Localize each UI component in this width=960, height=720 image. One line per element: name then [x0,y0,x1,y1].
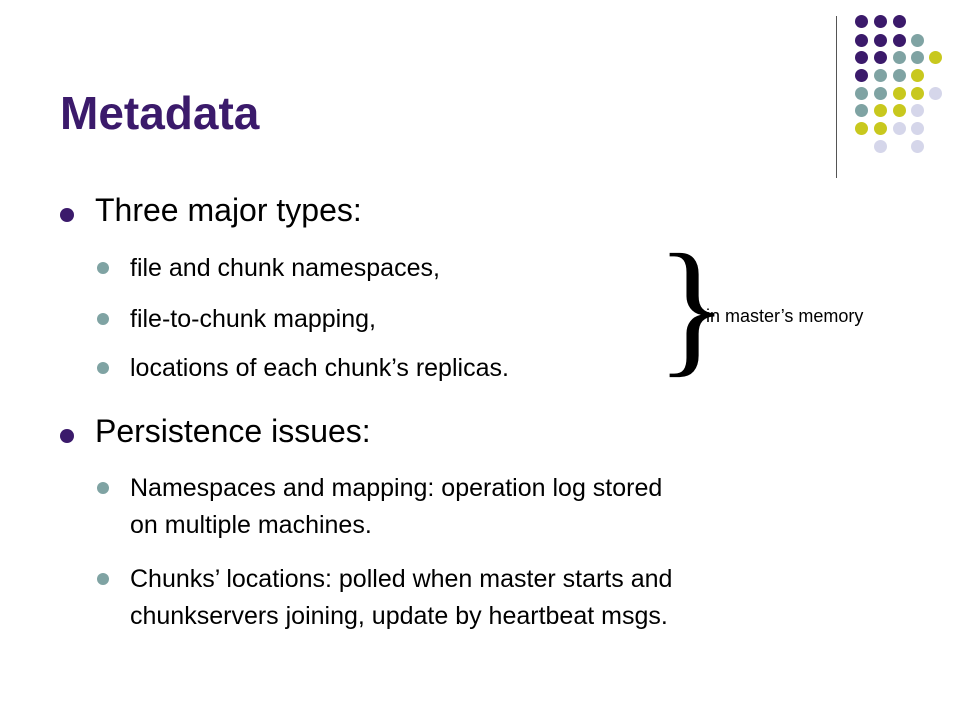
dot-purple [893,15,906,28]
bullet-level2 [97,482,109,494]
dot-yellow [911,69,924,82]
dot-teal [911,51,924,64]
section-heading-text: Persistence issues: [95,413,371,449]
dot-lavender [911,140,924,153]
bullet-level1 [60,429,74,443]
list-item-text-line2: on multiple machines. [130,511,372,539]
bullet-level2 [97,362,109,374]
dot-yellow [874,122,887,135]
list-item-text-line1: Namespaces and mapping: operation log stored [130,474,663,502]
dot-teal [855,87,868,100]
dot-yellow [929,51,942,64]
bullet-level2 [97,573,109,585]
dot-teal [874,69,887,82]
dot-teal [911,34,924,47]
dot-yellow [893,87,906,100]
dot-lavender [911,104,924,117]
bullet-level1 [60,208,74,222]
list-item-text: file-to-chunk mapping, [130,305,376,333]
dot-yellow [855,122,868,135]
dot-purple [855,15,868,28]
bullet-level2 [97,262,109,274]
slide-title: Metadata [60,87,260,139]
dot-teal [874,87,887,100]
brace-note: in master’s memory [706,306,864,326]
list-item-text-line2: chunkservers joining, update by heartbeat msgs. [130,602,668,630]
dot-yellow [874,104,887,117]
dot-lavender [893,122,906,135]
dot-teal [893,69,906,82]
dot-purple [855,69,868,82]
dot-lavender [911,122,924,135]
dot-purple [893,34,906,47]
right-brace: } [656,224,728,390]
dot-yellow [911,87,924,100]
dot-purple [855,51,868,64]
dot-purple [874,15,887,28]
dot-lavender [929,87,942,100]
list-item-text: locations of each chunk’s replicas. [130,354,509,382]
bullet-level2 [97,313,109,325]
dot-lavender [874,140,887,153]
decorative-divider [836,16,837,178]
dot-yellow [893,104,906,117]
dot-teal [855,104,868,117]
dot-teal [893,51,906,64]
list-item-text: file and chunk namespaces, [130,254,440,282]
list-item-text-line1: Chunks’ locations: polled when master starts and [130,565,673,593]
section-heading-text: Three major types: [95,192,362,228]
dot-purple [874,34,887,47]
dot-purple [874,51,887,64]
dot-purple [855,34,868,47]
